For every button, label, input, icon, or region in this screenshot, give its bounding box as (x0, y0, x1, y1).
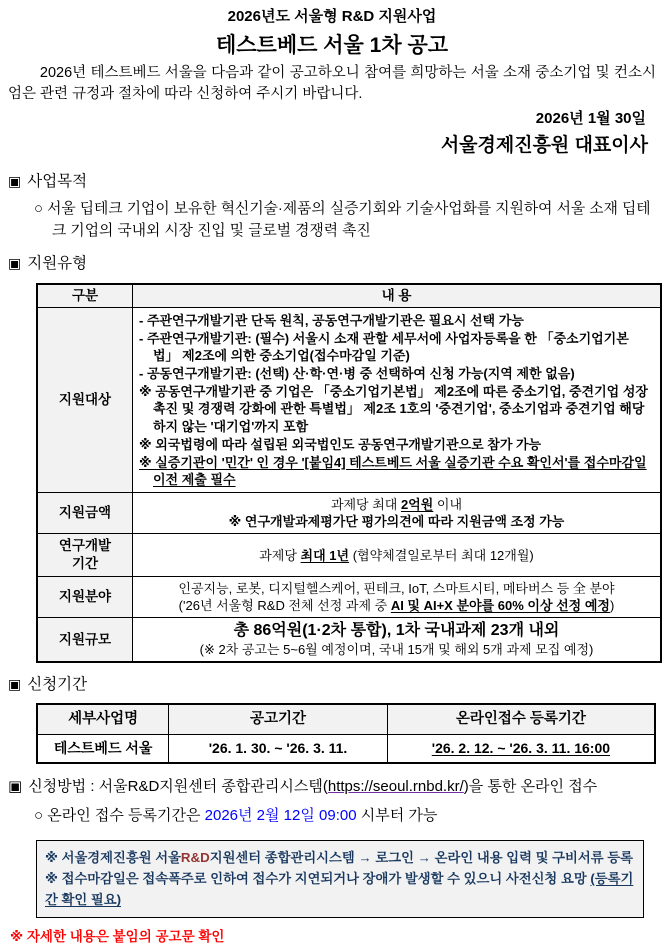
target-item-underlined: ※ 실증기관이 '민간' 인 경우 '[붙임4] 테스트베드 서울 실증기관 수요 확인서'를 접수마감일 이전 제출 필수 (139, 454, 647, 487)
intro-paragraph: 2026년 테스트베드 서울을 다음과 같이 공고하오니 참여를 희망하는 서울 소재 중소기업 및 컨소시엄은 관련 규정과 절차에 따라 신청하여 주시기 바랍니다. (8, 65, 656, 103)
field-line2-strong: AI 및 AI+X 분야를 60% 이상 선정 예정 (390, 598, 610, 614)
notice-box-line2 (45, 868, 635, 911)
notice-line1-post: 지원센터 종합관리시스템 → 로그인 → 온라인 내용 입력 및 구비서류 등록 (209, 849, 633, 865)
table-header-row (37, 284, 661, 307)
label-support-amount: 지원금액 (37, 493, 133, 534)
header-cell-online-period: 온라인접수 등록기간 (387, 704, 655, 734)
label-research-period (37, 534, 133, 577)
apply-table-header-row (37, 704, 655, 734)
notice-box-line1 (45, 847, 635, 868)
online-registration-post: 시부터 가능 (356, 807, 438, 825)
label-support-field: 지원분야 (37, 577, 133, 618)
amount-line1-strong: 2억원 (400, 497, 434, 513)
issuer-signature: 서울경제진흥원 대표이사 (440, 135, 648, 157)
cell-research-period (133, 534, 662, 577)
period-label-line2: 기간 (71, 556, 99, 572)
table-row-target (37, 307, 661, 493)
amount-line1-pre: 과제당 최대 (330, 497, 401, 513)
online-registration-datetime: 2026년 2월 12일 09:00 (204, 807, 357, 825)
announce-date: 2026년 1월 30일 (535, 110, 646, 128)
header-cell-content: 내 용 (133, 284, 662, 307)
square-bullet-icon: ▣ (8, 255, 22, 272)
section-support-heading (8, 253, 656, 275)
cell-subprogram-name: 테스트베드 서울 (37, 734, 169, 763)
online-registration-item (8, 805, 656, 828)
field-line2 (139, 597, 654, 614)
section-apply-method-heading (8, 776, 656, 797)
section-apply-period-heading (8, 674, 656, 696)
table-row-amount (37, 493, 661, 534)
target-item: - 주관연구개발기관 단독 원칙, 공동연구개발기관은 필요시 선택 가능 (139, 312, 524, 328)
rnbd-system-link[interactable]: https://seoul.rnbd.kr/ (327, 778, 464, 796)
target-item: - 주관연구개발기관: (필수) 서울시 소재 관할 세무서에 사업자등록을 한 「중소기업기본법」 제2조에 의한 중소기업(접수마감일 기준) (139, 330, 629, 363)
program-title: 2026년도 서울형 R&D 지원사업 (227, 8, 437, 25)
purpose-item (8, 198, 656, 242)
period-pre: 과제당 (259, 547, 301, 563)
period-label-line1: 연구개발 (58, 538, 112, 554)
system-notice-box (36, 840, 644, 918)
table-row-field (37, 577, 661, 618)
header-cell-subprogram: 세부사업명 (37, 704, 169, 734)
header-cell-notice-period: 공고기간 (169, 704, 387, 734)
scale-line2: (※ 2차 공고는 5~6월 예정이며, 국내 15개 및 해외 5개 과제 모집 예정) (199, 641, 594, 657)
amount-line1 (139, 496, 654, 513)
cell-support-scale (133, 618, 662, 662)
section-apply-period-label: 신청기간 (27, 675, 88, 693)
square-bullet-icon: ▣ (8, 675, 22, 692)
scale-line1: 총 86억원(1·2차 통합), 1차 국내과제 23개 내외 (233, 622, 560, 640)
label-support-target: 지원대상 (37, 307, 133, 493)
cell-online-period: '26. 2. 12. ~ '26. 3. 11. 16:00 (387, 734, 655, 763)
online-registration-pre: 온라인 접수 등록기간은 (47, 807, 205, 825)
cell-support-target (133, 307, 662, 493)
section-support-label: 지원유형 (27, 255, 88, 273)
field-line1: 인공지능, 로봇, 디지털헬스케어, 핀테크, IoT, 스마트시티, 메타버스 등 全 분야 (178, 581, 615, 597)
apply-method-text-pre: 신청방법 : 서울R&D지원센터 종합관리시스템( (28, 778, 328, 796)
purpose-item-text: 서울 딥테크 기업이 보유한 혁신기술·제품의 실증기회와 기술사업화를 지원하여 서울 소재 딥테크 기업의 국내외 시장 진입 및 글로벌 경쟁력 촉진 (47, 200, 651, 239)
notice-title: 테스트베드 서울 1차 공고 (215, 34, 449, 57)
amount-line1-post: 이내 (433, 497, 463, 513)
notice-line2-pre: ※ 접수마감일은 접속폭주로 인하여 접수가 지연되거나 장애가 발생할 수 있으니 사전신청 요망 (45, 871, 591, 887)
circle-bullet-icon: ○ (34, 807, 44, 825)
label-support-scale: 지원규모 (37, 618, 133, 662)
square-bullet-icon: ▣ (8, 173, 22, 190)
footer-note: ※ 자세한 내용은 붙임의 공고문 확인 (10, 928, 225, 944)
field-line2-post: ) (609, 598, 615, 614)
target-item: ※ 외국법령에 따라 설립된 외국법인도 공동연구개발기관으로 참가 가능 (139, 436, 542, 452)
period-post: (협약체결일로부터 최대 12개월) (349, 547, 534, 563)
notice-line1-rnd: R&D (180, 849, 210, 865)
amount-line2: ※ 연구개발과제평가단 평가의견에 따라 지원금액 조정 가능 (228, 514, 565, 530)
header-cell-category: 구분 (37, 284, 133, 307)
target-item: ※ 공동연구개발기관 중 기업은 「중소기업기본법」 제2조에 따른 중소기업, 중견기업 성장촉진 및 경쟁력 강화에 관한 특별법」 제2조 1호의 '중견기업', 중소기업과 중견기업 해당하지 않는 '대기업'까지 포함 (139, 384, 648, 434)
notice-line1-pre: ※ 서울경제진흥원 서울 (45, 849, 181, 865)
notice-line2-underlined: (등록기간 확인 필요) (45, 871, 634, 908)
circle-bullet-icon: ○ (34, 200, 43, 217)
table-row-scale (37, 618, 661, 662)
cell-support-amount (133, 493, 662, 534)
apply-table-data-row (37, 734, 655, 763)
apply-method-text-post: )을 통한 온라인 접수 (463, 778, 598, 796)
cell-notice-period: '26. 1. 30. ~ '26. 3. 11. (169, 734, 387, 763)
cell-support-field (133, 577, 662, 618)
apply-period-table (36, 703, 656, 764)
square-bullet-icon: ▣ (8, 778, 23, 796)
section-purpose-heading (8, 171, 656, 193)
field-line2-pre: ('26년 서울형 R&D 전체 선정 과제 중 (178, 598, 391, 614)
table-row-period (37, 534, 661, 577)
target-item: - 공동연구개발기관: (선택) 산·학·연·병 중 선택하여 신청 가능(지역 제한 없음) (139, 366, 575, 382)
section-purpose-label: 사업목적 (27, 173, 88, 191)
period-strong: 최대 1년 (300, 547, 350, 563)
support-type-table (36, 283, 662, 663)
